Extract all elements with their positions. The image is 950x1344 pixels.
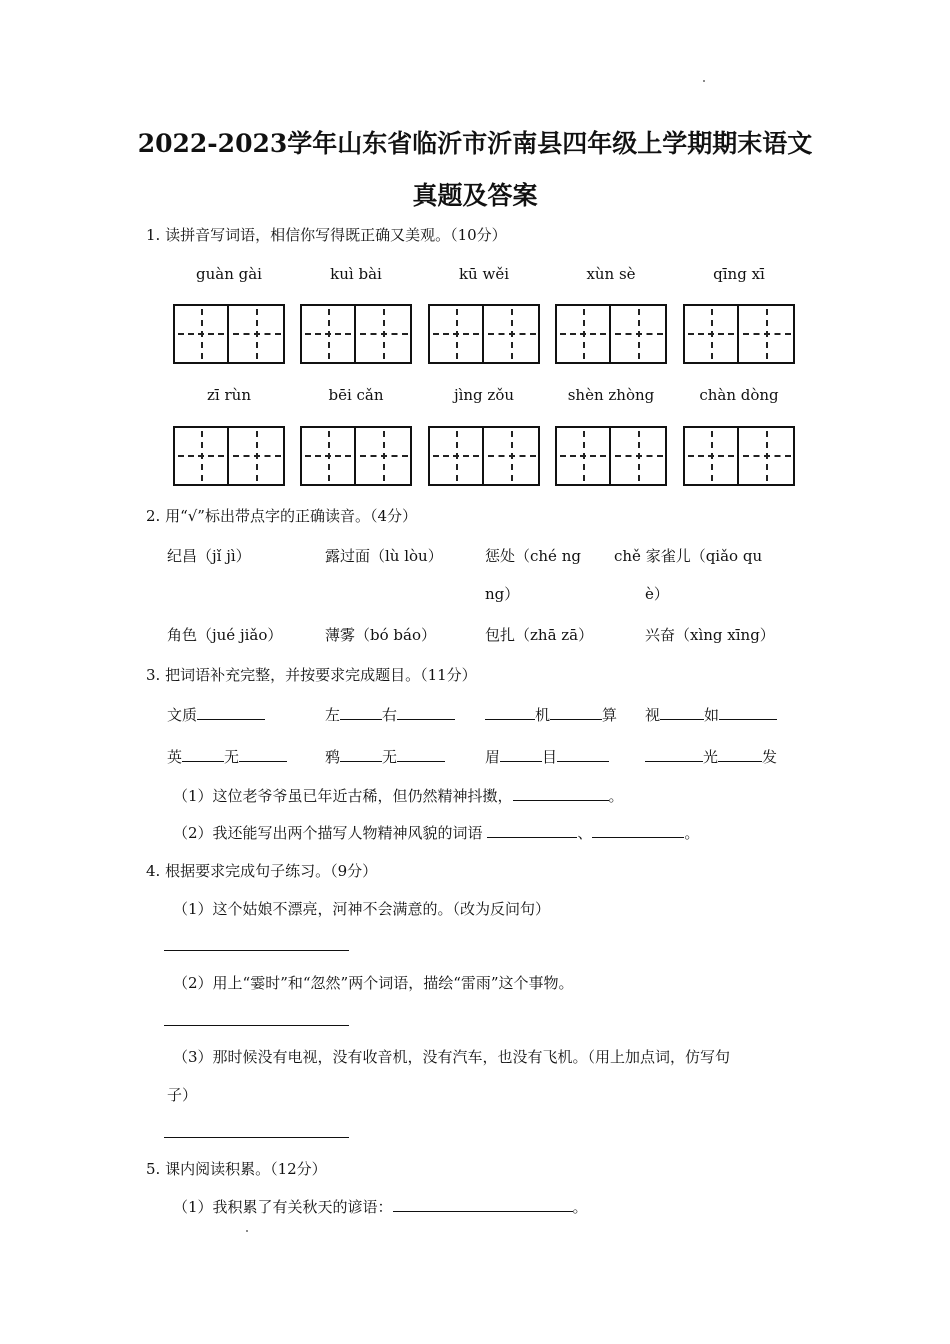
q2-prompt: 2. 用“√”标出带点字的正确读音。（4分）	[146, 507, 418, 525]
q2-item: 兴奋（xìng xīng）	[645, 626, 775, 644]
q5-prompt: 5. 课内阅读积累。（12分）	[146, 1160, 327, 1178]
q3-word-row1: 机 算	[485, 704, 617, 725]
q4-sub3-cont: 子）	[167, 1086, 198, 1104]
pinyin-label: shèn zhòng	[567, 386, 655, 404]
pinyin-label: jìng zǒu	[453, 386, 515, 404]
blank[interactable]	[340, 705, 382, 720]
q2-item: ng）	[485, 585, 520, 603]
q3-word-row2: 英 无	[167, 746, 287, 767]
q3-sub1: （1）这位老爷爷虽已年近古稀，但仍然精神抖擞， 。	[173, 787, 624, 805]
blank[interactable]	[592, 823, 684, 838]
blank[interactable]	[718, 747, 762, 762]
pinyin-label: bēi cǎn	[328, 386, 384, 404]
writing-grid[interactable]	[683, 304, 795, 364]
q2-item: 纪昌（jǐ jì）	[167, 547, 251, 565]
blank[interactable]	[393, 1197, 573, 1212]
blank[interactable]	[513, 786, 609, 801]
pinyin-label: zī rùn	[207, 386, 251, 404]
blank[interactable]	[239, 747, 287, 762]
q3-word-row2: 鸦 无	[325, 746, 445, 767]
blank[interactable]	[719, 705, 777, 720]
answer-line[interactable]	[164, 950, 349, 951]
q3-sub2: （2）我还能写出两个描写人物精神风貌的词语 、 。	[173, 824, 700, 842]
page-title-line2: 真题及答案	[412, 181, 538, 210]
q2-item: 惩处（ché ng	[485, 547, 581, 565]
blank[interactable]	[397, 705, 455, 720]
q2-item: chě 家雀儿（qiǎo qu	[614, 547, 763, 565]
blank[interactable]	[550, 705, 602, 720]
q5-sub1: （1）我积累了有关秋天的谚语： 。	[173, 1198, 588, 1216]
writing-grid[interactable]	[555, 304, 667, 364]
pinyin-label: chàn dòng	[699, 386, 779, 404]
pinyin-label: guàn gài	[196, 265, 262, 283]
blank[interactable]	[660, 705, 704, 720]
blank[interactable]	[397, 747, 445, 762]
q2-item: 角色（jué jiǎo）	[167, 626, 283, 644]
q4-sub1: （1）这个姑娘不漂亮，河神不会满意的。（改为反问句）	[173, 900, 551, 918]
q3-word-row1: 左 右	[325, 704, 455, 725]
pinyin-label: kū wěi	[458, 265, 510, 283]
q4-sub2: （2）用上“霎时”和“忽然”两个词语，描绘“雷雨”这个事物。	[173, 974, 574, 992]
q2-item: è）	[645, 585, 669, 603]
pinyin-label: kuì bài	[330, 265, 382, 283]
writing-grid[interactable]	[300, 304, 412, 364]
q3-word-row2: 眉 目	[485, 746, 609, 767]
q3-word-row1: 文质	[167, 704, 265, 725]
writing-grid[interactable]	[555, 426, 667, 486]
writing-grid[interactable]	[683, 426, 795, 486]
blank[interactable]	[485, 705, 535, 720]
q3-word-row1: 视 如	[645, 704, 777, 725]
q4-prompt: 4. 根据要求完成句子练习。（9分）	[146, 862, 378, 880]
blank[interactable]	[645, 747, 703, 762]
writing-grid[interactable]	[173, 426, 285, 486]
page-title-line1: 2022-2023学年山东省临沂市沂南县四年级上学期期末语文	[137, 129, 813, 158]
blank[interactable]	[487, 823, 577, 838]
q2-item: 薄雾（bó báo）	[325, 626, 436, 644]
writing-grid[interactable]	[428, 426, 540, 486]
q2-item: 包扎（zhā zā）	[485, 626, 594, 644]
answer-line[interactable]	[164, 1025, 349, 1026]
writing-grid[interactable]	[300, 426, 412, 486]
scan-dot	[246, 1230, 248, 1232]
pinyin-label: xùn sè	[586, 265, 636, 283]
blank[interactable]	[182, 747, 224, 762]
writing-grid[interactable]	[173, 304, 285, 364]
blank[interactable]	[340, 747, 382, 762]
q3-word-row2: 光 发	[645, 746, 777, 767]
writing-grid[interactable]	[428, 304, 540, 364]
pinyin-label: qīng xī	[713, 265, 765, 283]
answer-line[interactable]	[164, 1137, 349, 1138]
blank[interactable]	[500, 747, 542, 762]
blank[interactable]	[557, 747, 609, 762]
q2-item: 露过面（lù lòu）	[325, 547, 443, 565]
blank[interactable]	[197, 705, 265, 720]
q3-prompt: 3. 把词语补充完整，并按要求完成题目。（11分）	[146, 666, 477, 684]
q4-sub3: （3）那时候没有电视，没有收音机，没有汽车，也没有飞机。（用上加点词，仿写句	[173, 1048, 731, 1066]
scan-dot	[703, 80, 705, 82]
q1-prompt: 1. 读拼音写词语，相信你写得既正确又美观。（10分）	[146, 226, 507, 244]
